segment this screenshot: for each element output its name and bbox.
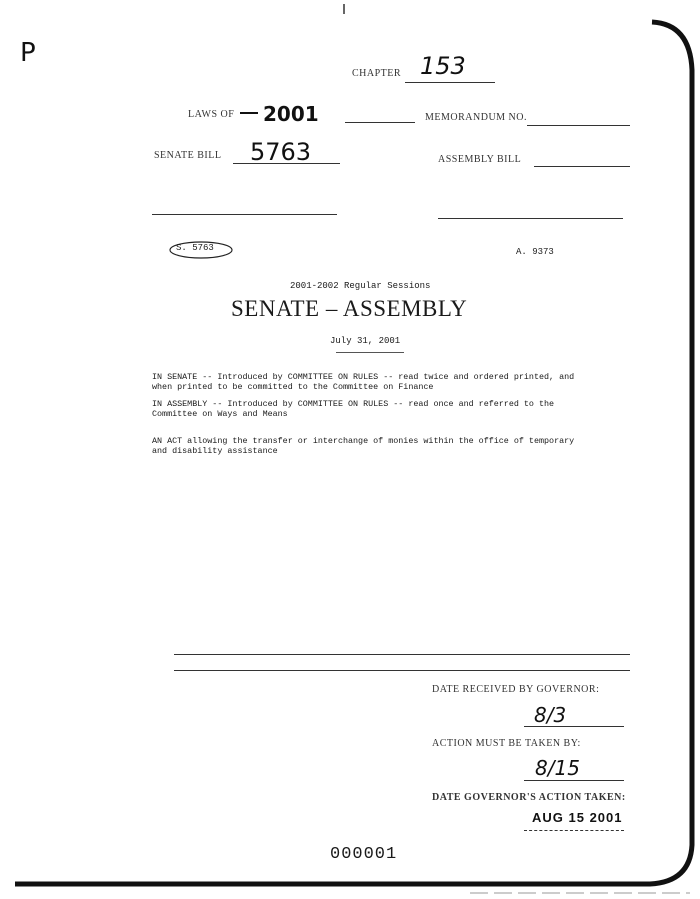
senate-number: S. 5763 xyxy=(176,243,214,253)
governor-action-line xyxy=(524,830,624,831)
assembly-number: A. 9373 xyxy=(516,247,554,257)
senate-bill-line xyxy=(233,163,340,164)
senate-bill-label: SENATE BILL xyxy=(154,150,222,161)
date-received-line xyxy=(524,726,624,727)
assembly-introduction: IN ASSEMBLY -- Introduced by COMMITTEE ON RULES -- read once and referred to the Committee on Ways and Means xyxy=(152,399,555,419)
laws-label: LAWS OF xyxy=(188,109,235,120)
chapter-value: 153 xyxy=(420,52,466,80)
action-value: 8/15 xyxy=(535,756,580,780)
corner-mark: P xyxy=(20,38,36,68)
senate-introduction: IN SENATE -- Introduced by COMMITTEE ON RULES -- read twice and ordered printed, and when printed to be committed to the Committee on Finance xyxy=(152,372,575,392)
memorandum-line xyxy=(527,125,630,126)
act-description: AN ACT allowing the transfer or interchange of monies within the office of temporary and disability assistance xyxy=(152,436,575,456)
assembly-bill-label: ASSEMBLY BILL xyxy=(438,154,522,165)
page-number: 000001 xyxy=(330,845,398,864)
governor-action-label: DATE GOVERNOR'S ACTION TAKEN: xyxy=(432,792,626,803)
laws-value: 2001 xyxy=(263,102,319,126)
bill-date: July 31, 2001 xyxy=(330,336,401,346)
date-received-label: DATE RECEIVED BY GOVERNOR: xyxy=(432,684,600,695)
lower-rule-2 xyxy=(174,670,630,671)
lower-rule-1 xyxy=(174,654,630,655)
action-label: ACTION MUST BE TAKEN BY: xyxy=(432,738,581,749)
senate-bill-value: 5763 xyxy=(250,138,312,166)
date-received-value: 8/3 xyxy=(534,703,567,727)
blank-line-left xyxy=(152,214,337,215)
assembly-bill-line xyxy=(534,166,630,167)
session-text: 2001-2002 Regular Sessions xyxy=(290,281,431,291)
blank-line-right xyxy=(438,218,623,219)
laws-mid-line xyxy=(345,122,415,123)
date-underline xyxy=(336,352,404,353)
struck-mark xyxy=(240,112,258,114)
governor-action-stamp: AUG 15 2001 xyxy=(532,810,623,825)
bill-title: SENATE – ASSEMBLY xyxy=(231,296,468,321)
chapter-label: CHAPTER xyxy=(352,68,402,79)
chapter-line xyxy=(405,82,495,83)
memorandum-label: MEMORANDUM NO. xyxy=(425,112,528,123)
action-line xyxy=(524,780,624,781)
